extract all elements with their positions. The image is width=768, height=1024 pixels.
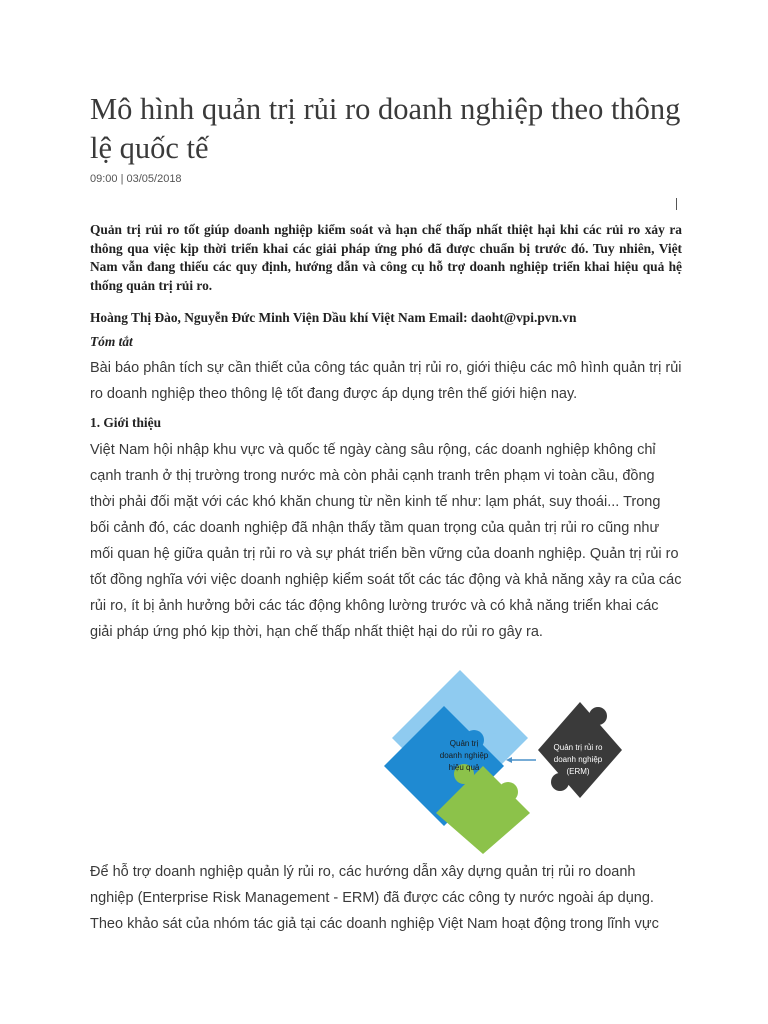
right-label-line-1: Quản trị rủi ro [553, 743, 603, 752]
closing-paragraph: Để hỗ trợ doanh nghiệp quản lý rủi ro, các hướng dẫn xây dựng quản trị rủi ro doanh nghiệp (Enterprise Risk Management - ERM) đã được các công ty nước ngoài áp dụng. Theo khảo sát của nhóm tác giả tại các doanh nghiệp Việt Nam hoạt động trong lĩnh vực [90, 864, 659, 932]
puzzle-knob-dark-top [589, 707, 607, 725]
abstract-paragraph: Bài báo phân tích sự cần thiết của công tác quản trị rủi ro, giới thiệu các mô hình quản trị rủi ro doanh nghiệp theo thông lệ tốt đang được áp dụng trên thế giới hiện nay. [90, 360, 682, 402]
intro-paragraph: Việt Nam hội nhập khu vực và quốc tế ngày càng sâu rộng, các doanh nghiệp không chỉ cạnh tranh ở thị trường trong nước mà còn phải cạnh tranh trên phạm vi toàn cầu, đồng thời phải đối mặt với các khó khăn chung từ nền kinh tế như: lạm phát, suy thoái... Trong bối cảnh đó, các doanh nghiệp đã nhận thấy tầm quan trọng của quản trị rủi ro cũng như mối quan hệ giữa quản trị rủi ro và sự phát triển bền vững của doanh nghiệp. Quản trị rủi ro tốt đồng nghĩa với việc doanh nghiệp kiểm soát tốt các tác động và khả năng xảy ra của các rủi ro, ít bị ảnh hưởng bởi các tác động không lường trước và có khả năng triển khai các giải pháp ứng phó kịp thời, hạn chế thấp nhất thiệt hại do rủi ro gây ra. [90, 442, 682, 640]
erm-puzzle-figure [380, 668, 640, 858]
lead-paragraph: Quản trị rủi ro tốt giúp doanh nghiệp kiểm soát và hạn chế thấp nhất thiệt hại khi các rủi ro xảy ra thông qua việc kịp thời triển khai các giải pháp ứng phó đã được chuẩn bị trước đó. Tuy nhiên, Việt Nam vẫn đang thiếu các quy định, hướng dẫn và công cụ hỗ trợ doanh nghiệp triển khai hiệu quả hệ thống quản trị rủi ro. [90, 222, 682, 293]
puzzle-illustration [380, 668, 640, 858]
page-title: Mô hình quản trị rủi ro doanh nghiệp theo thông lệ quốc tế [90, 92, 681, 165]
abstract-label: Tóm tắt [90, 334, 133, 349]
right-label-line-2: doanh nghiệp [553, 755, 603, 764]
puzzle-knob-green-right [498, 782, 518, 802]
left-label-line-1: Quản trị [449, 739, 479, 748]
publish-datetime: 09:00 | 03/05/2018 [90, 173, 182, 185]
puzzle-knob-light-blue [482, 714, 502, 734]
left-label-line-2: doanh nghiệp [439, 751, 489, 760]
text-cursor-mark [676, 198, 677, 210]
author-line: Hoàng Thị Đào, Nguyễn Đức Minh Viện Dầu khí Việt Nam Email: daoht@vpi.pvn.vn [90, 310, 577, 325]
section-heading: 1. Giới thiệu [90, 415, 162, 430]
right-label-line-3: (ERM) [566, 767, 590, 776]
left-label-line-3: hiệu quả [448, 763, 480, 772]
